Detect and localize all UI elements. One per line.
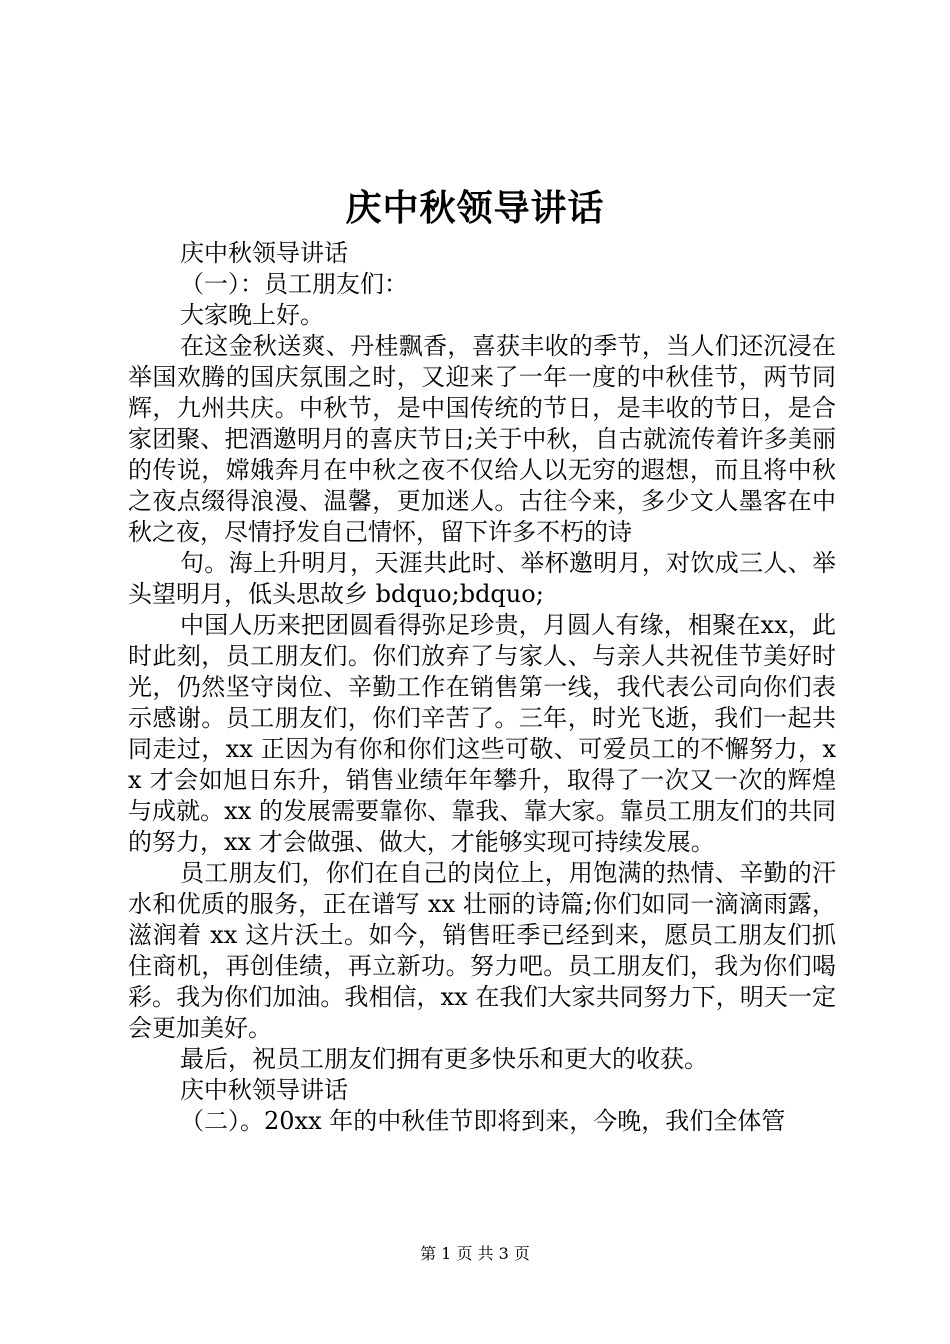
paragraph-body: 中国人历来把团圆看得弥足珍贵，月圆人有缘，相聚在xx，此时此刻，员工朋友们。你们放弃了与家人、与亲人共祝佳节美好时光，仍然坚守岗位、辛勤工作在销售第一线，我代表公司向你们表示感谢。员工朋友们，你们辛苦了。三年，时光飞逝，我们一起共同走过，xx 正因为有你和你们这些可敬、可爱员工的不懈努力，xx 才会如旭日东升，销售业绩年年攀升，取得了一次又一次的辉煌与成就。xx 的发展需要靠你、靠我、靠大家。靠员工朋友们的共同的努力，xx 才会做强、做大，才能够实现可持续发展。 [128,611,836,856]
paragraph-body: （二）。20xx 年的中秋佳节即将到来，今晚，我们全体管 [180,1107,786,1135]
paragraph-body: 员工朋友们，你们在自己的岗位上，用饱满的热情、辛勤的汗水和优质的服务，正在谱写 xx 壮丽的诗篇;你们如同一滴滴雨露，滋润着 xx 这片沃土。如今，销售旺季已经到来，愿员工朋友们抓住商机，再创佳绩，再立新功。努力吧。员工朋友们，我为你们喝彩。我为你们加油。我相信，xx 在我们大家共同努力下，明天一定会更加美好。 [128,859,836,1042]
paragraph-greeting: 大家晚上好。 [180,301,324,329]
paragraph-subtitle: 庆中秋领导讲话 [180,239,348,267]
document-title: 庆中秋领导讲话 [345,187,605,229]
document-body [128,238,836,1137]
paragraph-salutation: （一）：员工朋友们： [180,270,408,298]
paragraph-body: 在这金秋送爽、丹桂飘香，喜获丰收的季节，当人们还沉浸在举国欢腾的国庆氛围之时，又迎来了一年一度的中秋佳节，两节同辉，九州共庆。中秋节，是中国传统的节日，是丰收的节日，是合家团聚、把酒邀明月的喜庆节日;关于中秋，自古就流传着许多美丽的传说，嫦娥奔月在中秋之夜不仅给人以无穷的遐想，而且将中秋之夜点缀得浪漫、温馨，更加迷人。古往今来，多少文人墨客在中秋之夜，尽情抒发自己情怀，留下许多不朽的诗 [128,332,836,546]
paragraph-closing: 最后，祝员工朋友们拥有更多快乐和更大的收获。 [180,1045,708,1073]
paragraph-body: 句。海上升明月，天涯共此时、举杯邀明月，对饮成三人、举头望明月，低头思故乡 bdquo;bdquo; [128,549,836,608]
page-footer: 第 1 页 共 3 页 [420,1244,530,1263]
paragraph-subtitle-2: 庆中秋领导讲话 [180,1076,348,1104]
